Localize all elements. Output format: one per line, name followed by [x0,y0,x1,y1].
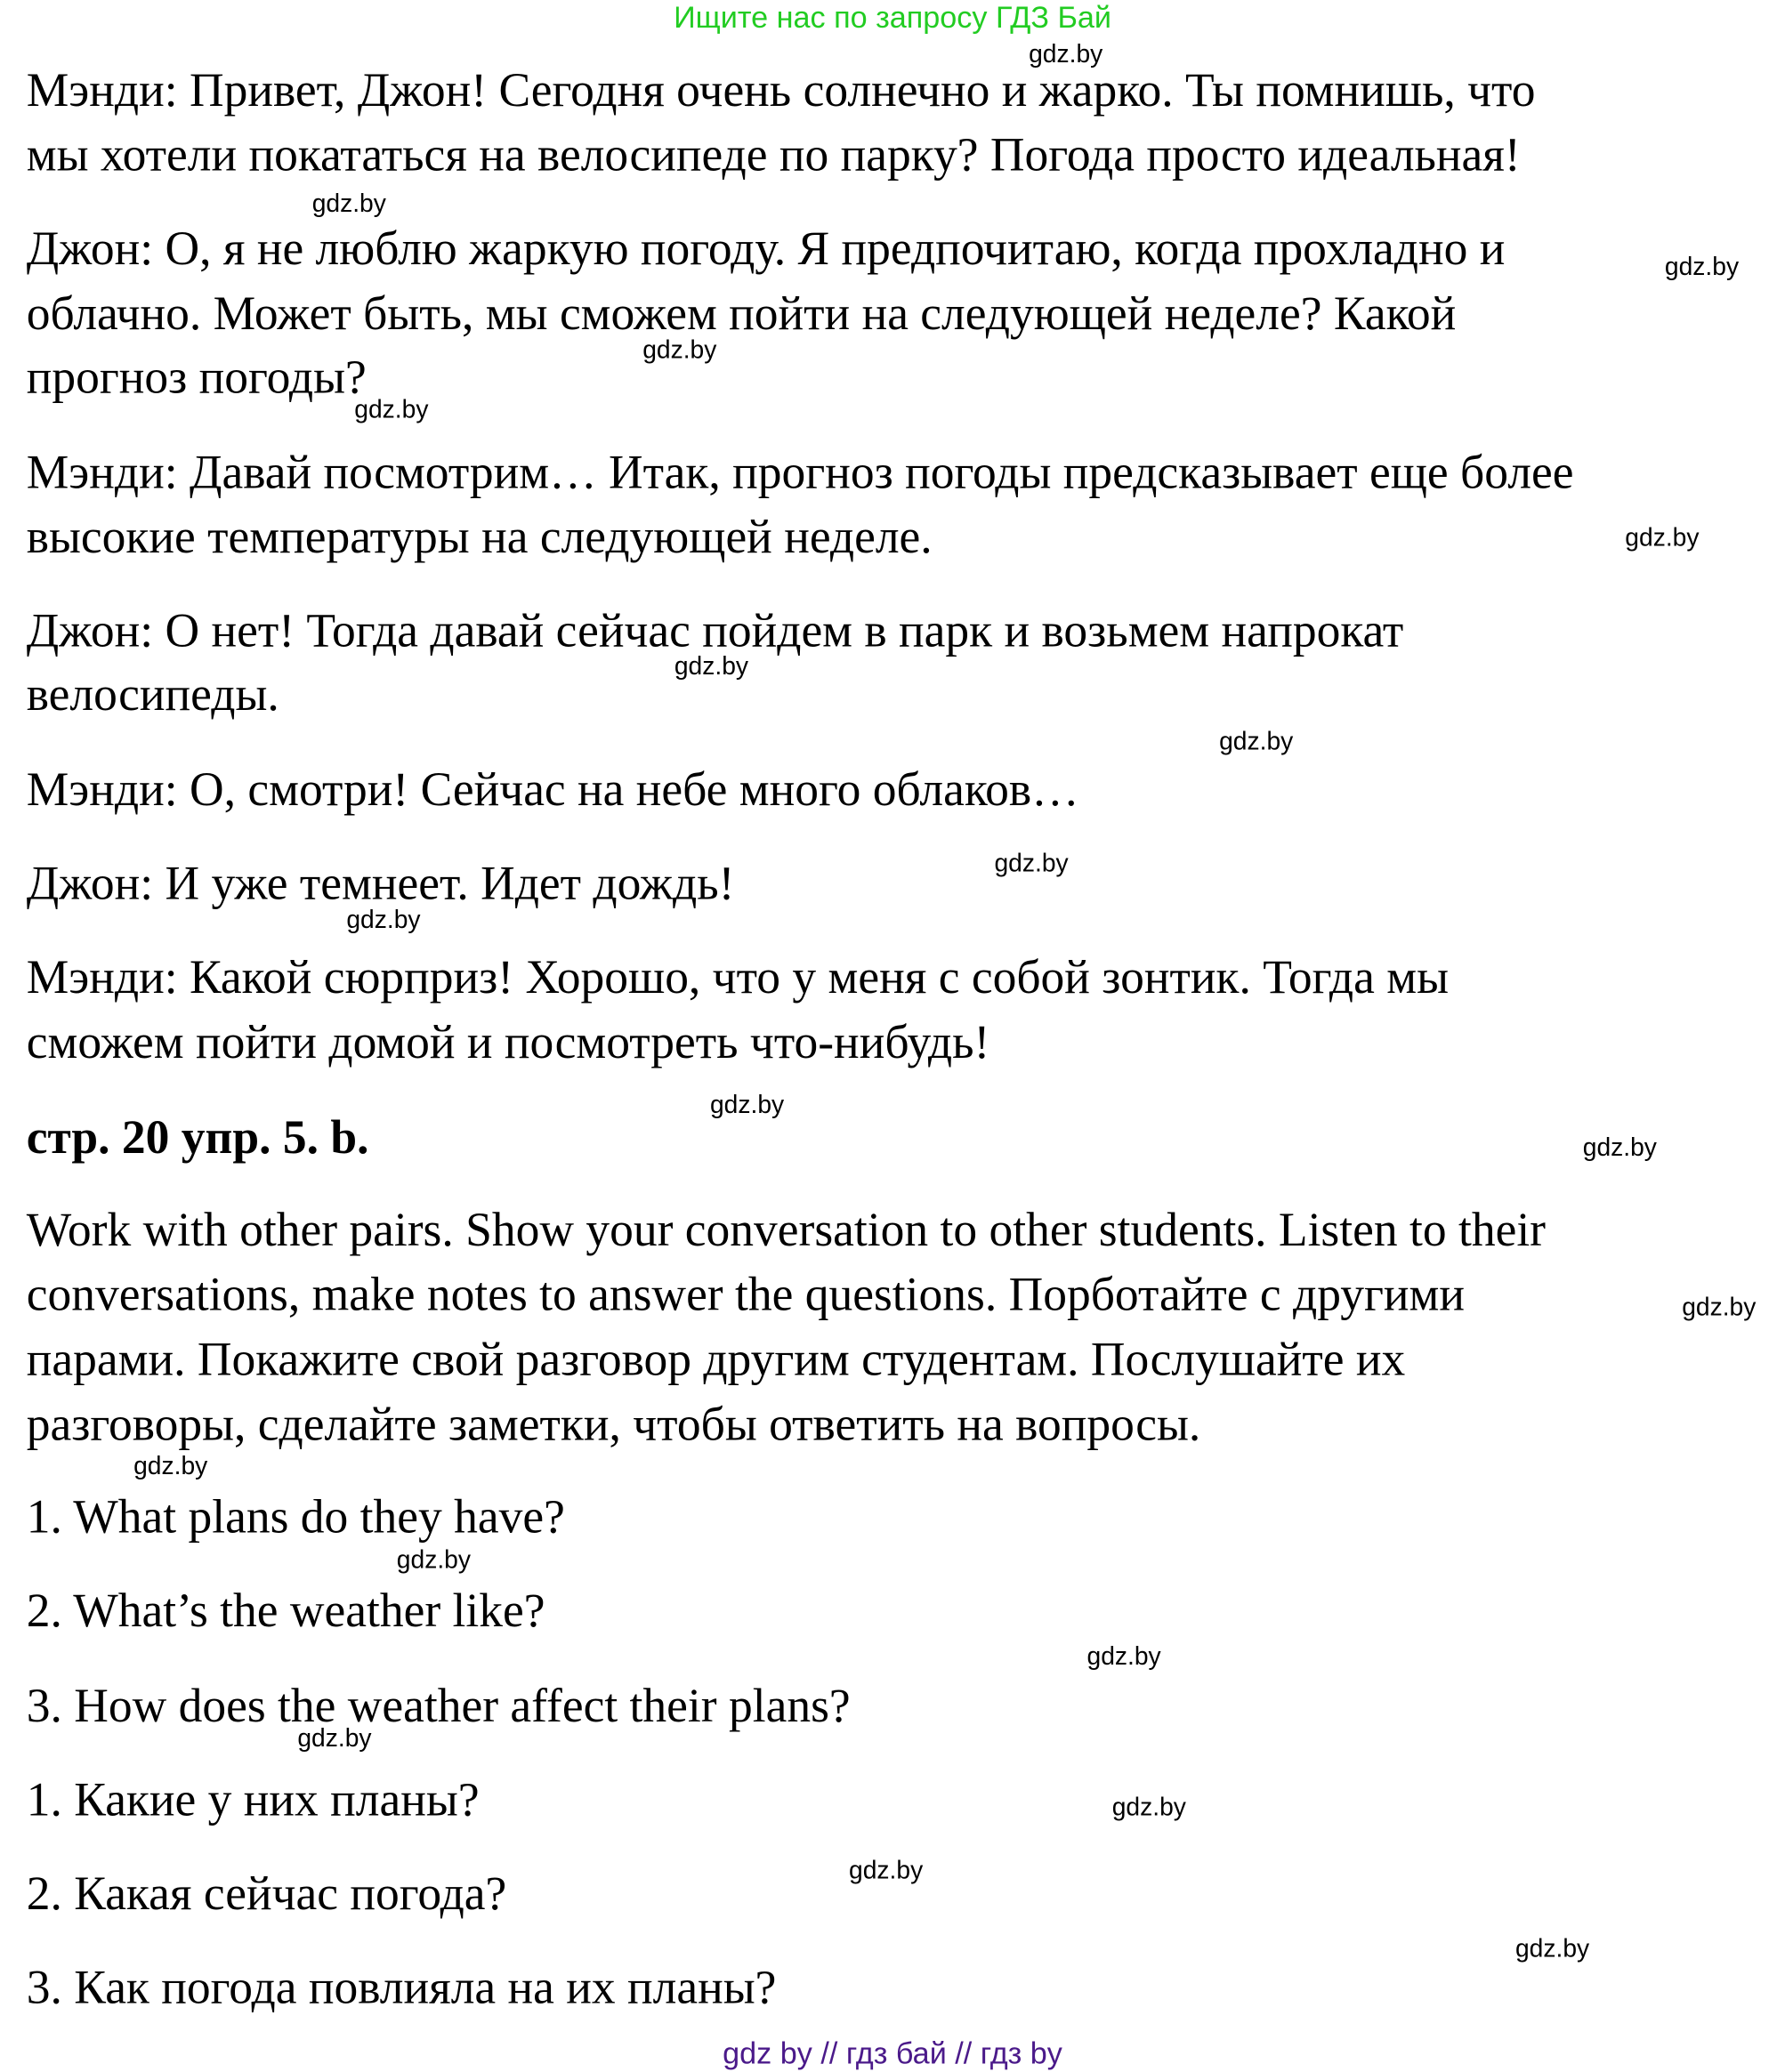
text-line: Мэнди: Привет, Джон! Сегодня очень солнечно и жарко. Ты помнишь, что [26,63,1536,117]
watermark: gdz.by [1111,1794,1186,1822]
question-item: 3. How does the weather affect their plans? [26,1679,851,1732]
text-line: высокие температуры на следующей неделе. [26,510,933,564]
text-line: Мэнди: Давай посмотрим… Итак, прогноз погоды предсказывает еще более [26,445,1574,499]
watermark: gdz.by [354,396,429,425]
exercise-heading: стр. 20 упр. 5. b. [26,1110,369,1164]
watermark: gdz.by [297,1725,372,1754]
question-item: 3. Как погода повлияла на их планы? [26,1960,777,2014]
watermark: gdz.by [1086,1643,1161,1672]
watermark: gdz.by [133,1453,208,1481]
text-line: Мэнди: Какой сюрприз! Хорошо, что у меня с собой зонтик. Тогда мы [26,950,1450,1004]
question-item: 1. Какие у них планы? [26,1772,480,1826]
text-line: Джон: И уже темнеет. Идет дождь! [26,856,735,910]
search-banner: Ищите нас по запросу ГДЗ Бай [674,0,1112,35]
text-line: Work with other pairs. Show your conversation to other students. Listen to their [26,1203,1546,1256]
watermark: gdz.by [346,907,421,935]
watermark: gdz.by [311,189,386,219]
watermark: gdz.by [396,1546,471,1575]
watermark: gdz.by [1625,524,1700,553]
watermark: gdz.by [1514,1935,1590,1963]
text-line: облачно. Может быть, мы сможем пойти на следующей неделе? Какой [26,286,1457,340]
watermark: gdz.by [709,1092,785,1120]
text-line: Джон: О, я не люблю жаркую погоду. Я предпочитаю, когда прохладно и [26,222,1506,276]
text-line: прогноз погоды? [26,350,367,404]
watermark: gdz.by [1219,728,1294,756]
watermark: gdz.by [674,653,749,681]
watermark: gdz.by [642,336,717,366]
text-line: парами. Покажите свой разговор другим студентам. Послушайте их [26,1332,1406,1386]
text-line: мы хотели покататься на велосипеде по парку? Погода просто идеальная! [26,128,1521,181]
footer-links: gdz by // гдз бай // гдз by [723,2036,1062,2071]
text-line: Мэнди: О, смотри! Сейчас на небе много облаков… [26,762,1079,816]
text-line: Джон: О нет! Тогда давай сейчас пойдем в парк и возьмем напрокат [26,604,1404,657]
watermark: gdz.by [1664,254,1740,282]
question-item: 2. Какая сейчас погода? [26,1866,507,1920]
text-line: разговоры, сделайте заметки, чтобы ответить на вопросы. [26,1397,1201,1451]
question-item: 1. What plans do they have? [26,1489,565,1544]
text-line: сможем пойти домой и посмотреть что-нибудь! [26,1015,990,1068]
question-item: 2. What’s the weather like? [26,1584,545,1637]
text-line: велосипеды. [26,667,279,721]
watermark: gdz.by [1682,1294,1757,1322]
watermark: gdz.by [1582,1133,1657,1163]
watermark: gdz.by [849,1857,924,1886]
watermark: gdz.by [1029,41,1103,69]
watermark: gdz.by [994,850,1069,878]
text-line: conversations, make notes to answer the questions. Порботайте с другими [26,1268,1466,1321]
